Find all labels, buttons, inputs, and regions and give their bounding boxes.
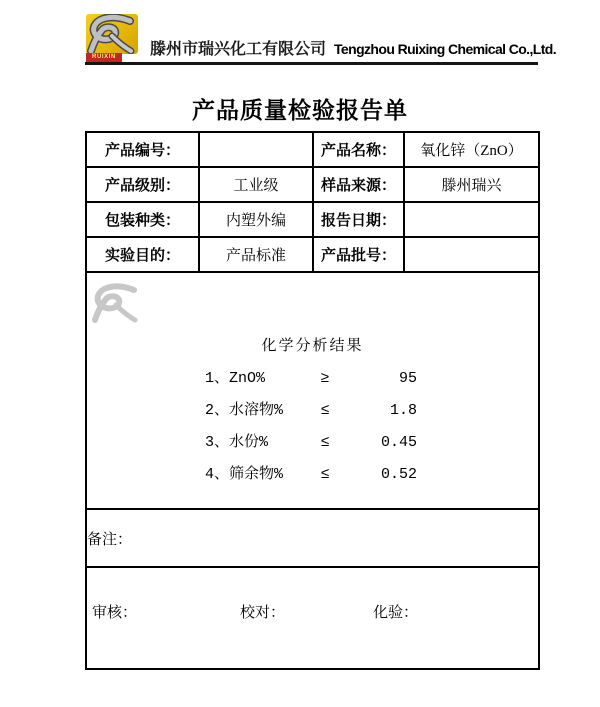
logo-r-swoosh-icon (86, 14, 138, 54)
analysis-item (87, 363, 538, 395)
remarks-section (86, 509, 539, 567)
analysis-item-operator: ≥ (320, 370, 330, 387)
field-label-report-date: 报告日期： (313, 202, 404, 237)
field-value-report-date (404, 202, 539, 237)
field-label-test-purpose: 实验目的： (86, 237, 199, 272)
tester-label: 化验： (373, 605, 419, 621)
analysis-item-name: 2、水溶物% (205, 402, 284, 419)
company-name-en: Tengzhou Ruixing Chemical Co.,Ltd. (334, 41, 557, 57)
analysis-item-value: 1.8 (389, 402, 417, 419)
company-name-cn: 滕州市瑞兴化工有限公司 (150, 41, 327, 58)
field-value-product-no (199, 132, 313, 167)
field-label-product-grade: 产品级别： (86, 167, 199, 202)
table-row (86, 237, 539, 272)
field-value-test-purpose: 产品标准 (199, 237, 313, 272)
analysis-item-name: 3、水份% (205, 434, 269, 451)
analysis-section (86, 272, 539, 509)
analysis-row (86, 272, 539, 509)
analysis-item-value: 0.52 (380, 466, 417, 483)
field-label-package-type: 包装种类： (86, 202, 199, 237)
field-label-product-name: 产品名称： (313, 132, 404, 167)
table-row (86, 202, 539, 237)
remarks-label: 备注： (87, 531, 133, 548)
company-names (150, 36, 556, 59)
analysis-item-name: 1、ZnO% (205, 370, 266, 387)
analysis-items (87, 363, 538, 491)
signatures-section (86, 567, 539, 669)
analysis-item (87, 459, 538, 491)
remarks-row (86, 509, 539, 567)
proofreader-label: 校对： (240, 605, 286, 621)
analysis-item (87, 427, 538, 459)
analysis-item-name: 4、筛余物% (205, 466, 284, 483)
field-value-product-grade: 工业级 (199, 167, 313, 202)
table-row (86, 167, 539, 202)
field-value-product-name: 氧化锌（ZnO） (404, 132, 539, 167)
analysis-item-value: 95 (398, 370, 417, 387)
company-logo (86, 14, 140, 62)
logo-yellow-square (86, 14, 138, 54)
logo-wordmark: RUIXIN (86, 53, 122, 62)
field-label-product-no: 产品编号： (86, 132, 199, 167)
analysis-item (87, 395, 538, 427)
field-value-sample-source: 滕州瑞兴 (404, 167, 539, 202)
header-divider (85, 62, 538, 65)
analysis-title: 化学分析结果 (261, 338, 364, 354)
field-label-batch-no: 产品批号： (313, 237, 404, 272)
report-table (85, 131, 540, 670)
watermark-logo-swoosh (90, 279, 142, 327)
analysis-item-operator: ≤ (320, 434, 330, 451)
analysis-item-value: 0.45 (380, 434, 417, 451)
field-label-sample-source: 样品来源： (313, 167, 404, 202)
signatures-row (86, 567, 539, 669)
field-value-package-type: 内塑外编 (199, 202, 313, 237)
report-title: 产品质量检验报告单 (192, 97, 408, 123)
reviewer-label: 审核： (92, 605, 138, 621)
analysis-item-operator: ≤ (320, 402, 330, 419)
field-value-batch-no (404, 237, 539, 272)
analysis-item-operator: ≤ (320, 466, 330, 483)
table-row (86, 132, 539, 167)
